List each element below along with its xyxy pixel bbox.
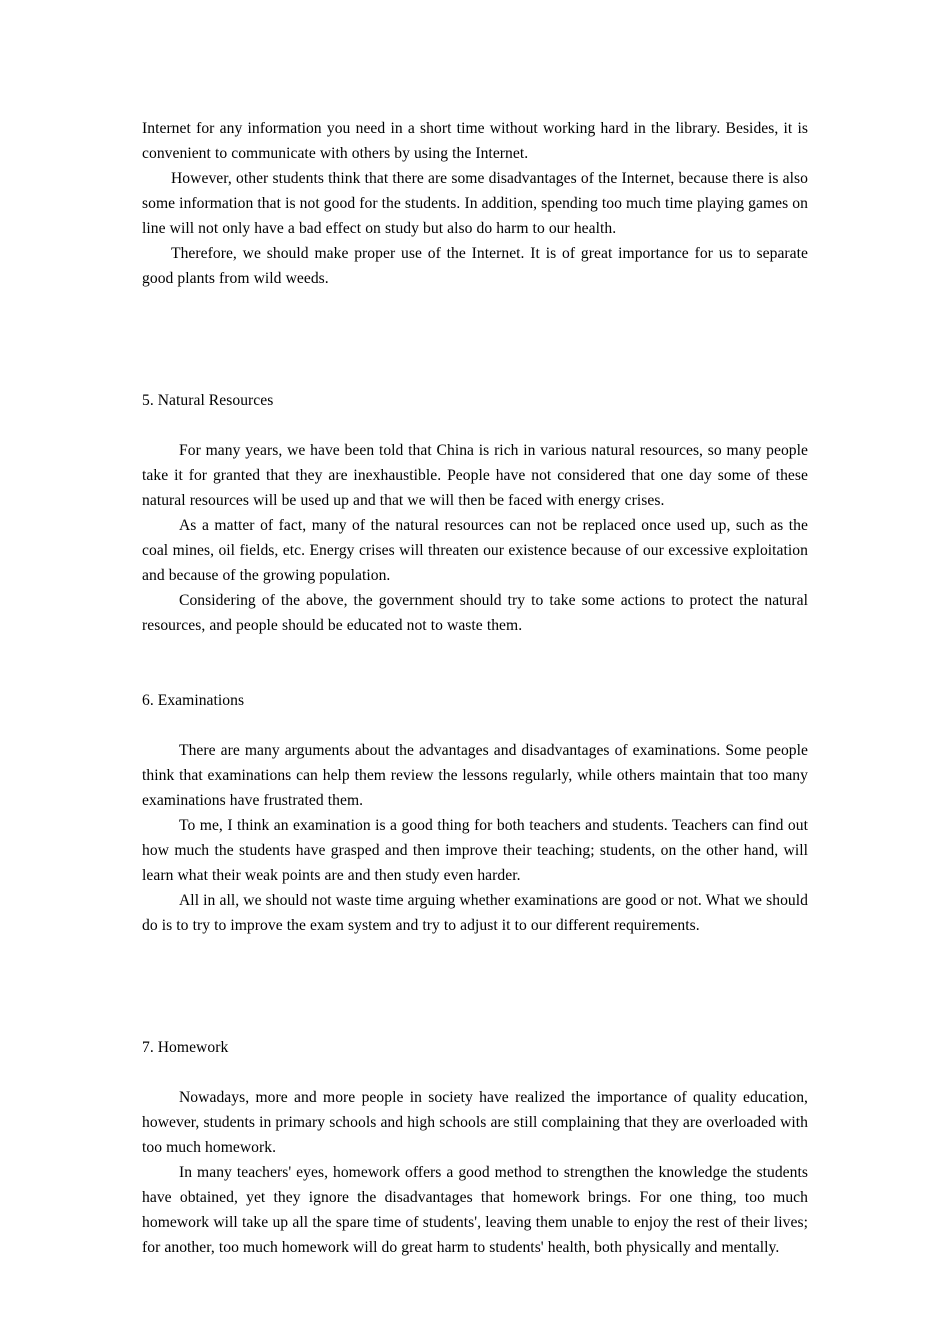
paragraph: As a matter of fact, many of the natural resources can not be replaced once used up, such as the coal mines, oil fields, etc. Energy crises will threaten our existence because of our excessive exploitation and because of the growing population. <box>142 517 808 584</box>
heading-spacer <box>142 713 808 738</box>
paragraph: All in all, we should not waste time arguing whether examinations are good or not. What we should do is to try to improve the exam system and try to adjust it to our different requirements. <box>142 892 808 934</box>
section-homework <box>142 1035 808 1260</box>
section-spacer <box>142 291 808 388</box>
paragraph: To me, I think an examination is a good thing for both teachers and students. Teachers can find out how much the students have grasped and then improve their teaching; students, on the other hand, will learn what their weak points are and then study even harder. <box>142 817 808 884</box>
section-natural-resources <box>142 388 808 638</box>
paragraph: Nowadays, more and more people in society have realized the importance of quality education, however, students in primary schools and high schools are still complaining that they are overloaded with too much homework. <box>142 1089 808 1156</box>
section-spacer <box>142 938 808 1035</box>
section-heading-homework: 7. Homework <box>142 1039 229 1056</box>
section-heading-natural-resources: 5. Natural Resources <box>142 392 274 409</box>
paragraph: However, other students think that there are some disadvantages of the Internet, because there is also some information that is not good for the students. In addition, spending too much time playing games on line will not only have a bad effect on study but also do harm to our health. <box>142 170 808 237</box>
section-heading-examinations: 6. Examinations <box>142 692 245 709</box>
paragraph: There are many arguments about the advantages and disadvantages of examinations. Some people think that examinations can help them review the lessons regularly, while others maintain that too many examinations have frustrated them. <box>142 742 808 809</box>
section-examinations <box>142 688 808 938</box>
section-internet-continuation <box>142 116 808 291</box>
heading-spacer <box>142 413 808 438</box>
paragraph: In many teachers' eyes, homework offers a good method to strengthen the knowledge the students have obtained, yet they ignore the disadvantages that homework brings. For one thing, too much homework will take up all the spare time of students', leaving them unable to enjoy the rest of their lives; for another, too much homework will do great harm to students' health, both physically and mentally. <box>142 1164 808 1256</box>
paragraph: Internet for any information you need in a short time without working hard in the library. Besides, it is convenient to communicate with others by using the Internet. <box>142 120 808 162</box>
document-text-column <box>142 116 808 1260</box>
paragraph: Therefore, we should make proper use of the Internet. It is of great importance for us to separate good plants from wild weeds. <box>142 245 808 287</box>
heading-spacer <box>142 1060 808 1085</box>
section-spacer <box>142 638 808 688</box>
paragraph: Considering of the above, the government should try to take some actions to protect the natural resources, and people should be educated not to waste them. <box>142 592 808 634</box>
paragraph: For many years, we have been told that China is rich in various natural resources, so many people take it for granted that they are inexhaustible. People have not considered that one day some of these natural resources will be used up and that we will then be faced with energy crises. <box>142 442 808 509</box>
